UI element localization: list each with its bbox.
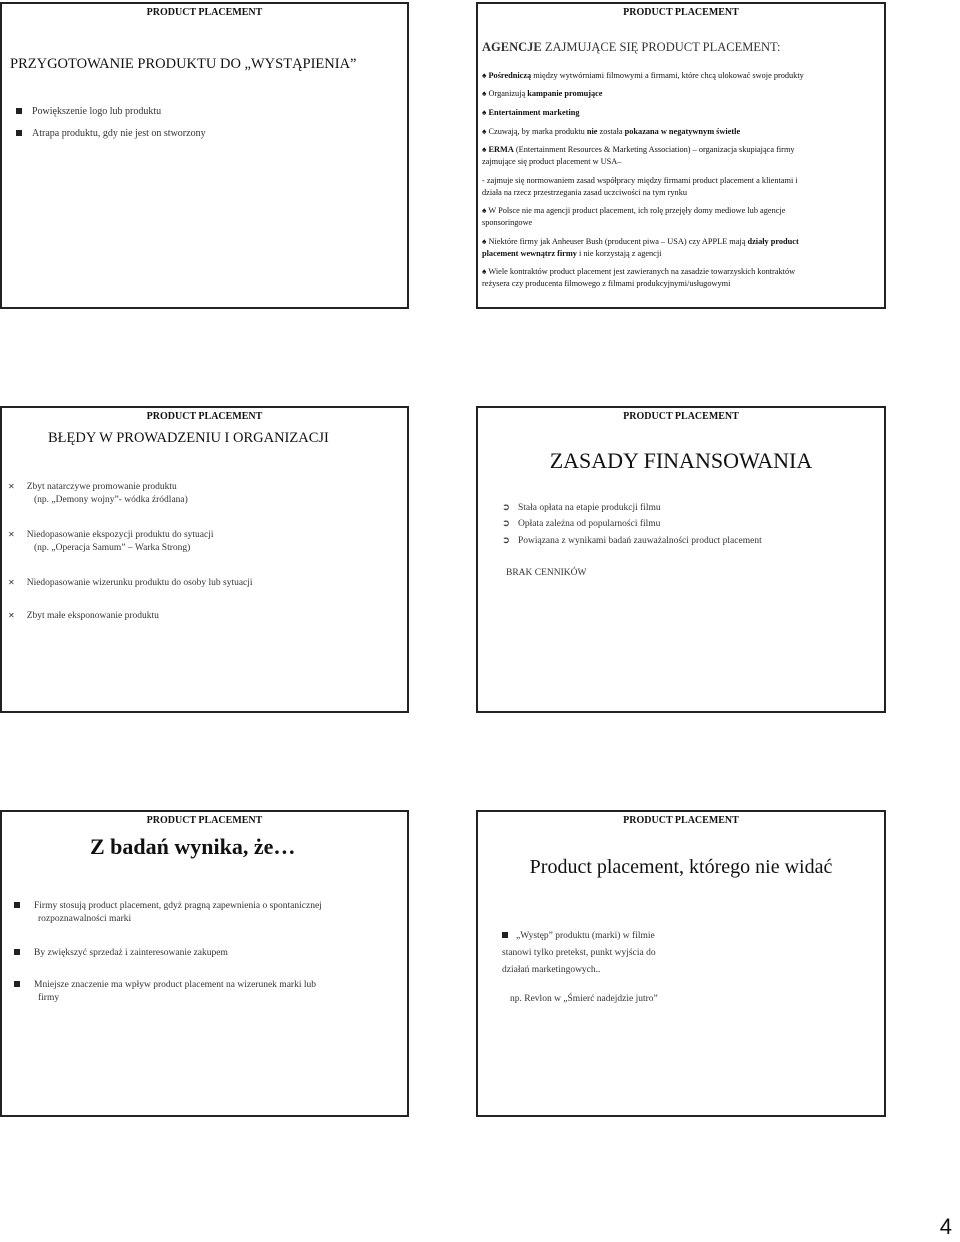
spade-bullet-icon: ♠ bbox=[482, 206, 489, 215]
square-bullet-icon bbox=[16, 108, 22, 114]
square-bullet-icon bbox=[502, 932, 508, 938]
list-item: ✕ Zbyt natarczywe promowanie produktu (np. „Demony wojny”- wódka źródlana) bbox=[8, 482, 188, 505]
list-item: ✕ Zbyt małe eksponowanie produktu bbox=[8, 611, 159, 621]
list-item: Atrapa produktu, gdy nie jest on stworzony bbox=[16, 128, 206, 139]
slide-przygotowanie bbox=[0, 2, 409, 309]
slide-header: PRODUCT PLACEMENT bbox=[623, 7, 739, 18]
paragraph: ♠ W Polsce nie ma agencji product placement, ich rolę przejęły domy mediowe lub agencje sponsoringowe bbox=[482, 206, 786, 227]
paragraph: ♠ Czuwają, by marka produktu nie została pokazana w negatywnym świetle bbox=[482, 127, 741, 136]
slide-header: PRODUCT PLACEMENT bbox=[623, 815, 739, 826]
spade-bullet-icon: ♠ bbox=[482, 89, 489, 98]
spade-bullet-icon: ♠ bbox=[482, 71, 489, 80]
note: BRAK CENNIKÓW bbox=[506, 568, 587, 578]
list-item: Mniejsze znaczenie ma wpływ product placement na wizerunek marki lub firmy bbox=[14, 979, 316, 1005]
slide-header: PRODUCT PLACEMENT bbox=[146, 815, 263, 826]
slide-header: PRODUCT PLACEMENT bbox=[146, 7, 263, 18]
spade-bullet-icon: ♠ bbox=[482, 237, 489, 246]
slide-title: Product placement, którego nie widać bbox=[529, 856, 833, 878]
slide-z-badan bbox=[0, 810, 409, 1117]
slide-header: PRODUCT PLACEMENT bbox=[623, 411, 739, 422]
x-bullet-icon: ✕ bbox=[8, 611, 15, 620]
square-bullet-icon bbox=[14, 949, 20, 955]
list-item: ✕ Niedopasowanie ekspozycji produktu do sytuacji (np. „Operacja Samum” – Warka Strong) bbox=[8, 530, 214, 553]
slide-bledy bbox=[0, 406, 409, 713]
slide-product-placement-niewidoczny bbox=[476, 810, 886, 1117]
paragraph: ♠ Pośredniczą między wytwórniami filmowymi a firmami, które chcą ulokować swoje produkty bbox=[482, 71, 804, 80]
list-item: Powiększenie logo lub produktu bbox=[16, 106, 161, 117]
slide-title: BŁĘDY W PROWADZENIU I ORGANIZACJI bbox=[48, 430, 329, 446]
x-bullet-icon: ✕ bbox=[8, 578, 15, 587]
page-number: 4 bbox=[939, 1214, 952, 1239]
arrow-bullet-icon: ➲ bbox=[502, 503, 510, 513]
paragraph: ♠ ERMA (Entertainment Resources & Marketing Association) – organizacja skupiająca firmy zajmujące się product placement w USA– bbox=[482, 145, 795, 166]
paragraph: - zajmuje się normowaniem zasad współpracy między firmami product placement a klientami i działa na rzecz przestrzegania zasad uczciwości na tym rynku bbox=[482, 176, 798, 197]
slide-title: Z badań wynika, że… bbox=[90, 834, 296, 859]
list-item: By zwiększyć sprzedaż i zainteresowanie zakupem bbox=[14, 947, 228, 960]
list-item: ➲ Stała opłata na etapie produkcji filmu bbox=[502, 503, 661, 513]
paragraph: „Występ” produktu (marki) w filmie stanowi tylko pretekst, punkt wyjścia do działań marketingowych.. bbox=[502, 931, 656, 975]
paragraph: ♠ Wiele kontraktów product placement jest zawieranych na zasadzie towarzyskich kontraktów reżysera czy producenta filmowego z filmami produkcyjnymi/usługowymi bbox=[482, 267, 796, 288]
example-text: np. Revlon w „Śmierć nadejdzie jutro” bbox=[510, 994, 658, 1004]
list-item: ✕ Niedopasowanie wizerunku produktu do osoby lub sytuacji bbox=[8, 578, 253, 588]
arrow-bullet-icon: ➲ bbox=[502, 519, 510, 529]
square-bullet-icon bbox=[14, 981, 20, 987]
slide-title: PRZYGOTOWANIE PRODUKTU DO „WYSTĄPIENIA” bbox=[10, 56, 357, 72]
spade-bullet-icon: ♠ bbox=[482, 267, 489, 276]
spade-bullet-icon: ♠ bbox=[482, 145, 489, 154]
slide-header: PRODUCT PLACEMENT bbox=[146, 411, 263, 422]
square-bullet-icon bbox=[16, 130, 22, 136]
paragraph: ♠ Niektóre firmy jak Anheuser Bush (producent piwa – USA) czy APPLE mają działy product placement wewnątrz firmy i nie korzystają z agencji bbox=[482, 237, 799, 258]
slide-title: ZASADY FINANSOWANIA bbox=[549, 448, 813, 473]
list-item: ➲ Opłata zależna od popularności filmu bbox=[502, 519, 661, 529]
list-item: ➲ Powiązana z wynikami badań zauważalności product placement bbox=[502, 536, 762, 546]
slide-zasady-finansowania bbox=[476, 406, 886, 713]
spade-bullet-icon: ♠ bbox=[482, 127, 489, 136]
list-item: Firmy stosują product placement, gdyż pragną zapewnienia o spontanicznej rozpoznawalności marki bbox=[14, 900, 322, 926]
spade-bullet-icon: ♠ bbox=[482, 108, 489, 117]
paragraph: ♠ Entertainment marketing bbox=[482, 108, 580, 117]
arrow-bullet-icon: ➲ bbox=[502, 536, 510, 546]
paragraph: ♠ Organizują kampanie promujące bbox=[482, 89, 603, 98]
slide-title: AGENCJE ZAJMUJĄCE SIĘ PRODUCT PLACEMENT: bbox=[482, 40, 781, 54]
square-bullet-icon bbox=[14, 902, 20, 908]
slide-agencje bbox=[476, 2, 886, 309]
x-bullet-icon: ✕ bbox=[8, 482, 15, 491]
x-bullet-icon: ✕ bbox=[8, 530, 15, 539]
